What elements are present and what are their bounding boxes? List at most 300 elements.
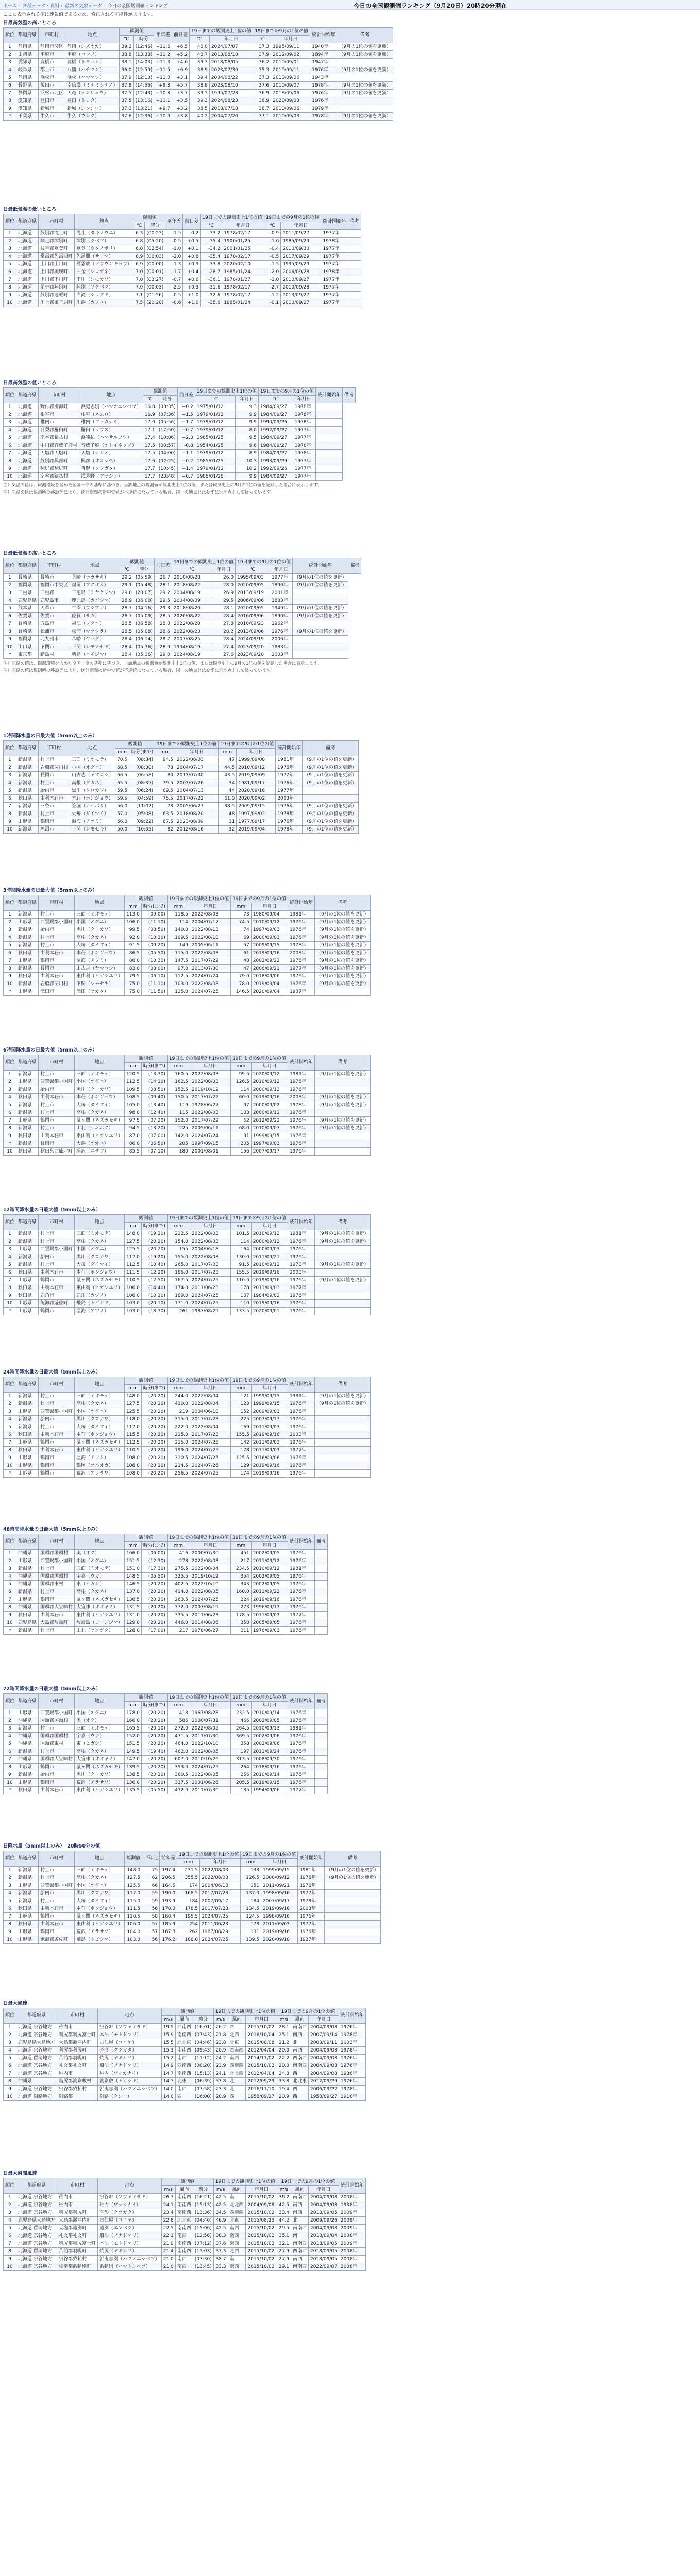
station-cell[interactable]: 鼠ヶ関（ネズガセキ） — [75, 1764, 125, 1771]
station-cell[interactable]: 高根（タカネ） — [75, 1238, 125, 1246]
table-cell: 北海道 宗谷地方 — [16, 2209, 57, 2217]
table-cell: (03:27) — [145, 276, 165, 284]
footnote: 注）気温の値は、観測環境を含めた全国一律の基準に基づき、当該地点の観測値が観測史上1位の値、または観測史上の9月の1位の値を記録した場合に表示します。 — [3, 660, 322, 666]
station-cell[interactable]: 小国（オグニ） — [75, 919, 125, 926]
table-cell: +6.5 — [172, 43, 190, 51]
station-cell[interactable]: 豊田（トヨタ） — [65, 97, 120, 105]
table-cell: 南南西 — [291, 2225, 308, 2232]
station-cell[interactable]: 大宜味（オオギミ） — [75, 1756, 125, 1764]
station-cell[interactable]: 山古志（ヤマコシ） — [70, 772, 115, 779]
observed-header: 観測値 — [125, 1215, 168, 1223]
rank-cell: 8 — [4, 965, 16, 973]
station-cell[interactable]: 三宅島（ミヤケジマ） — [70, 589, 120, 597]
table-cell: 1976年 — [288, 1300, 314, 1308]
table-cell: 北海道 宗谷地方 — [16, 2047, 57, 2055]
station-cell[interactable]: 高根（タカネ） — [75, 1588, 125, 1596]
rank-cell: 10 — [4, 1300, 16, 1308]
table-cell: 鶴岡市 — [39, 1277, 75, 1284]
station-cell[interactable]: 東由利（ヒガシユリ） — [75, 1132, 125, 1140]
station-cell[interactable]: 焼尻（ヤギシリ） — [98, 2248, 162, 2256]
table-cell — [315, 465, 342, 473]
station-cell[interactable]: 東（ヒガシ） — [75, 1581, 125, 1588]
station-cell[interactable]: 遠別（エンベツ） — [98, 2225, 162, 2232]
station-cell[interactable]: 飛島（トビシマ） — [75, 1300, 125, 1308]
table-cell: 2003/07/26 — [175, 779, 218, 787]
table-cell: 167.5 — [167, 1277, 190, 1284]
station-cell[interactable]: 松浦（マツウラ） — [70, 628, 120, 636]
station-cell[interactable]: 滝上（タキノウエ） — [75, 230, 134, 238]
table-cell: (19:40) — [141, 1748, 167, 1756]
table-cell: 1993/09/29 — [258, 457, 293, 465]
table-cell: 37.9 — [120, 74, 134, 82]
breadcrumb-data[interactable]: 各種データ・資料 — [22, 4, 60, 9]
breadcrumb-home[interactable]: ホーム — [3, 4, 18, 9]
station-cell[interactable]: 黒川（クロカワ） — [70, 787, 115, 795]
station-cell[interactable]: 長崎（ナガサキ） — [70, 574, 120, 582]
table-cell: 129.0 — [125, 1619, 142, 1627]
table-cell: (05:50) — [141, 1573, 167, 1581]
table-cell: (13:30) — [141, 1071, 167, 1078]
section-title: 48時間降水量の日最大値（5mm以上のみ） — [3, 1527, 101, 1532]
station-cell[interactable]: 浜鬼志別（ハマオニシベツ） — [98, 2086, 162, 2093]
station-cell[interactable]: 大毎（ダイマイ） — [75, 1261, 125, 1269]
table-row — [4, 597, 361, 605]
table-cell: 133 — [241, 1867, 261, 1874]
station-cell[interactable]: 八幡（ヤハタ） — [70, 636, 120, 643]
table-cell: 75.5 — [155, 795, 175, 803]
station-cell[interactable]: 焼尻（ヤギシリ） — [98, 2055, 162, 2062]
station-cell[interactable]: 鹿角（カヅノ） — [75, 1292, 125, 1300]
station-cell[interactable]: 三面（ミオモテ） — [75, 1725, 125, 1733]
station-cell[interactable]: 三面（ミオモテ） — [75, 1393, 125, 1400]
station-cell[interactable]: 宗谷岬（ソウヤミサキ） — [98, 2194, 162, 2201]
station-cell[interactable]: 宗谷岬（ソウヤミサキ） — [98, 2024, 162, 2031]
station-cell[interactable]: 笠堀（カサボリ） — [70, 803, 115, 810]
station-cell[interactable]: 高根（タカネ） — [75, 1109, 125, 1117]
table-cell: （9月の1位の値を更新） — [293, 613, 348, 620]
station-cell[interactable]: 陸別（リクベツ） — [75, 284, 134, 292]
table-cell: 北海道 — [16, 284, 39, 292]
station-cell[interactable]: 浜松（ハママツ） — [65, 74, 120, 82]
station-cell[interactable]: 奥（オク） — [75, 1717, 125, 1725]
table-cell: 169 — [231, 1423, 252, 1431]
station-cell[interactable]: 東由利（ヒガシユリ） — [75, 973, 125, 980]
station-cell[interactable]: 鼠ヶ関（ネズガセキ） — [75, 1277, 125, 1284]
table-cell: 38.5 — [219, 803, 237, 810]
table-cell: 利尻郡利尻富士町 — [57, 2031, 98, 2039]
station-cell[interactable]: 稚内（ワッカナイ） — [79, 419, 143, 427]
rank-cell: 5 — [4, 1261, 16, 1269]
station-cell[interactable]: 船泊（フナドマリ） — [98, 2232, 162, 2240]
table-cell: 118.0 — [125, 1416, 142, 1423]
table-cell — [348, 261, 361, 268]
table-cell: 55 — [142, 1890, 160, 1897]
table-cell: 358 — [231, 1740, 252, 1748]
prev-day-header: 前日差 — [172, 28, 190, 43]
station-cell[interactable]: 奥（オク） — [75, 1550, 125, 1557]
station-cell[interactable]: 稚内（ワッカナイ） — [98, 2201, 162, 2209]
station-cell[interactable]: 大毎（ダイマイ） — [70, 810, 115, 818]
station-cell[interactable]: 宇嘉（ウカ） — [75, 1733, 125, 1740]
station-cell[interactable]: 与論島（ヨロンジマ） — [75, 1619, 125, 1627]
station-cell[interactable]: 小国（オグニ） — [75, 1078, 125, 1086]
rank-cell: 9 — [4, 1928, 16, 1936]
station-cell[interactable]: 小国（オグニ） — [75, 1246, 125, 1253]
station-cell[interactable]: 鶴岡（ツルオカ） — [75, 1462, 125, 1470]
table-cell: 586 — [167, 1717, 190, 1725]
station-cell[interactable]: 本荘（ホンジョウ） — [70, 795, 115, 803]
table-cell: (04:46) — [193, 2217, 213, 2225]
table-cell: 由利本荘市 — [39, 1094, 75, 1101]
table-cell: 紋別郡興部町 — [39, 457, 79, 465]
station-cell[interactable]: 層雲峡（ソウウンキョウ） — [75, 261, 134, 268]
table-cell: 136.5 — [125, 1596, 142, 1604]
station-cell[interactable]: 東由利（ヒガシユリ） — [75, 1284, 125, 1292]
station-cell[interactable]: 釧路（クシロ） — [98, 2093, 162, 2101]
station-cell[interactable]: 沓形（クツガタ） — [79, 465, 143, 473]
table-cell: 山形県 — [16, 1779, 39, 1787]
table-cell: 2019/10/12 — [190, 1086, 230, 1094]
station-cell[interactable]: 本荘（ホンジョウ） — [75, 950, 125, 957]
station-cell[interactable]: 荒沢（アラサワ） — [75, 1779, 125, 1787]
station-cell[interactable]: 三面（ミオモテ） — [75, 1230, 125, 1238]
station-cell[interactable]: 三面（ミオモテ） — [75, 1565, 125, 1573]
station-cell[interactable]: 古仁屋（コニヤ） — [98, 2217, 162, 2225]
table-cell: 149.5 — [125, 1748, 142, 1756]
station-cell[interactable]: 温海（アツミ） — [75, 1454, 125, 1462]
station-cell[interactable]: 宇嘉（ウカ） — [75, 1573, 125, 1581]
table-cell: 2019/09/16 — [251, 1431, 288, 1439]
table-cell — [337, 97, 393, 105]
station-cell[interactable]: 荒沢（アラサワ） — [75, 1928, 125, 1936]
station-cell[interactable]: 高根（タカネ） — [75, 1400, 125, 1408]
table-cell: 29.1 — [277, 2263, 291, 2271]
table-cell: 112.5 — [125, 1439, 142, 1447]
table-cell: 北海道 — [16, 434, 39, 442]
station-cell[interactable]: 東（ヒガシ） — [75, 1740, 125, 1748]
table-cell: 1981年 — [298, 1867, 325, 1874]
remark-header: 備考 — [314, 895, 370, 911]
station-cell[interactable]: 三面（ミオモテ） — [75, 911, 125, 919]
table-cell: +0.2 — [177, 403, 195, 411]
table-cell: 1890年 — [270, 613, 292, 620]
rank-cell: 9 — [4, 973, 16, 980]
observed-header: 観測値 — [161, 2178, 213, 2186]
station-cell[interactable]: 小国（オグニ） — [75, 1709, 125, 1717]
table-cell: 37.3 — [213, 2248, 228, 2256]
station-cell[interactable]: 沓形（クツガタ） — [98, 2047, 162, 2055]
station-cell[interactable]: 津別（ツベツ） — [75, 238, 134, 245]
table-cell: (16:21) — [193, 2194, 213, 2201]
station-cell[interactable]: 本荘（ホンジョウ） — [75, 1431, 125, 1439]
station-cell[interactable]: 本荘（ホンジョウ） — [75, 1269, 125, 1277]
table-cell: 沖縄県 — [16, 1717, 39, 1725]
table-cell: -28.7 — [201, 268, 222, 276]
station-cell[interactable]: 川湯（カワユ） — [75, 299, 134, 307]
rank-cell: 9 — [4, 1771, 16, 1779]
table-cell: 新潟県 — [16, 934, 39, 942]
table-cell: 47 — [231, 965, 252, 973]
table-row — [4, 1725, 328, 1733]
table-cell: 2020/02/10 — [222, 261, 264, 268]
station-cell[interactable]: 下関（シモセキ） — [75, 980, 125, 988]
station-cell[interactable]: 三面（ミオモテ） — [75, 1867, 125, 1874]
table-cell: 1938年 — [339, 2201, 365, 2209]
station-cell[interactable]: 渡嘉敷（トカシキ） — [98, 2078, 162, 2086]
station-cell[interactable]: 本泊（モトドマリ） — [98, 2031, 162, 2039]
table-cell — [315, 450, 342, 457]
table-cell: 22.8 — [161, 2217, 175, 2225]
prefecture-header: 都道府県 — [16, 741, 39, 756]
station-cell[interactable]: 温海（アツミ） — [70, 818, 115, 826]
table-cell: 17.5 — [143, 450, 157, 457]
station-cell[interactable]: 高根（タカネ） — [75, 1748, 125, 1756]
table-cell: 180 — [167, 1148, 190, 1156]
table-cell: 78 — [155, 803, 175, 810]
table-cell: 飽海郡遊佐町 — [39, 1936, 75, 1944]
station-cell[interactable]: 湯沢（ユザワ） — [75, 1148, 125, 1156]
section-title: 12時間降水量の日最大値（5mm以上のみ） — [3, 1207, 101, 1213]
observed-header: 観測値 — [125, 1851, 142, 1867]
table-cell: 147.0 — [125, 1756, 142, 1764]
station-cell[interactable]: 鼠ヶ関（ネズガセキ） — [75, 1117, 125, 1125]
station-cell[interactable]: 東由利（ヒガシユリ） — [75, 1921, 125, 1928]
station-cell[interactable]: 佐賀（サガ） — [70, 613, 120, 620]
ranking-table — [3, 1214, 371, 1315]
rank-cell: 2 — [4, 1557, 16, 1565]
station-cell[interactable]: 新島（ニイジマ） — [70, 651, 120, 659]
rank-cell: 8 — [4, 1604, 16, 1612]
table-cell: 2001年 — [270, 589, 292, 597]
station-cell[interactable]: 下川（シモカワ） — [75, 276, 134, 284]
station-cell[interactable]: 小国（オグニ） — [70, 764, 115, 772]
table-cell: 29.2 — [120, 574, 134, 582]
station-cell[interactable]: 鼠ヶ関（ネズガセキ） — [75, 1913, 125, 1921]
table-cell: 1900/01/25 — [222, 238, 264, 245]
record-header: 19日までの観測史上1位の値 — [201, 214, 264, 222]
table-cell: 胎内市 — [39, 1416, 75, 1423]
table-cell: 34.5 — [213, 2209, 228, 2217]
table-cell: 1979/01/12 — [195, 450, 235, 457]
rank-cell: 6 — [4, 1269, 16, 1277]
station-cell[interactable]: 温海（アツミ） — [75, 957, 125, 965]
table-cell: 西南西 — [291, 2248, 308, 2256]
rank-cell: 1 — [4, 1550, 16, 1557]
table-cell: (07:00) — [141, 1132, 167, 1140]
station-cell[interactable]: 大湯（オオユ） — [75, 1140, 125, 1148]
station-cell[interactable]: 荒沢（アラサワ） — [75, 1470, 125, 1478]
station-cell[interactable]: 高根（タカネ） — [75, 1874, 125, 1882]
month-record-header: 19日までの9月の1位の値 — [277, 2008, 339, 2016]
station-cell[interactable]: 高根（タカネ） — [70, 779, 115, 787]
table-cell: 2004/09/08 — [308, 2070, 339, 2078]
table-cell: -2.0 — [165, 253, 183, 261]
station-cell[interactable]: 福江（フクエ） — [70, 620, 120, 628]
table-cell: 1978/06/27 — [190, 1627, 230, 1635]
section-max-wind — [3, 1999, 366, 2101]
city-header: 市町村 — [39, 558, 70, 574]
table-cell: 28.1 — [212, 605, 235, 613]
station-cell[interactable]: 八幡（ハチマン） — [65, 66, 120, 74]
unit-header: 風向 — [228, 2016, 246, 2024]
station-cell[interactable]: 飛島（トビシマ） — [75, 1936, 125, 1944]
station-cell[interactable]: 沓形（クツガタ） — [98, 2209, 162, 2217]
station-cell[interactable]: 山古志（ヤマコシ） — [75, 965, 125, 973]
station-cell[interactable]: 山北（サンポク） — [75, 1627, 125, 1635]
station-cell[interactable]: 小国（オグニ） — [75, 1882, 125, 1890]
station-cell[interactable]: 甲府（コウフ） — [65, 51, 120, 59]
station-cell[interactable]: 羅臼（ラウス） — [79, 427, 143, 434]
table-cell: 2024/07/25 — [190, 1596, 230, 1604]
table-cell: 2017/07/23 — [200, 1905, 241, 1913]
station-cell[interactable]: 稚内（ワッカナイ） — [98, 2070, 162, 2078]
table-row — [4, 1890, 381, 1897]
table-cell: 2023/08/10 — [209, 82, 253, 90]
station-cell[interactable]: 大毎（ダイマイ） — [75, 1101, 125, 1109]
station-cell[interactable]: 鹿児島（カゴシマ） — [70, 597, 120, 605]
station-cell[interactable]: 興部（オコッペ） — [79, 457, 143, 465]
station-cell[interactable]: 白金（シロガネ） — [75, 268, 134, 276]
rank-header: 順位 — [4, 2008, 16, 2024]
station-cell[interactable]: 佐呂間（サロマ） — [75, 253, 134, 261]
station-cell[interactable]: 新城（シンシロ） — [65, 105, 120, 113]
table-cell: 2006/09/06 — [236, 597, 270, 605]
station-cell[interactable]: 南信濃（ミナミシナノ） — [65, 82, 120, 90]
station-cell[interactable]: 本荘（ホンジョウ） — [75, 1905, 125, 1913]
station-cell[interactable]: 大宜味（オオギミ） — [75, 1604, 125, 1612]
table-cell: 112.5 — [125, 1078, 142, 1086]
table-cell: 2004/07/20 — [209, 113, 253, 121]
station-cell[interactable]: 大毎（ダイマイ） — [75, 1897, 125, 1905]
table-cell: (06:24) — [129, 787, 155, 795]
station-cell[interactable]: 牛久（ウシク） — [65, 113, 120, 121]
station-cell[interactable]: 東由利（ヒガシユリ） — [75, 1787, 125, 1794]
table-cell — [315, 473, 342, 481]
station-cell[interactable]: 根室（ネムロ） — [79, 411, 143, 419]
start-year-header: 統計開始年 — [315, 388, 342, 403]
table-cell: 山形県 — [16, 919, 39, 926]
station-cell[interactable]: 大毎（ダイマイ） — [75, 1423, 125, 1431]
prefecture-header: 都道府県 — [16, 2178, 57, 2194]
station-cell[interactable]: 浅茅野（アサジノ） — [79, 473, 143, 481]
station-cell[interactable]: 東由利（ヒガシユリ） — [75, 1612, 125, 1619]
station-cell[interactable]: 黒川（クロカワ） — [75, 1890, 125, 1897]
table-cell: 2022/08/03 — [190, 911, 230, 919]
station-cell[interactable]: 天塩（テシオ） — [79, 450, 143, 457]
table-cell: 上川郡下川町 — [39, 276, 75, 284]
anomaly-header: 平年差 — [154, 28, 172, 43]
table-cell: 29.5 — [277, 2225, 291, 2232]
table-cell: 79.5 — [155, 779, 175, 787]
table-cell: 28.7 — [120, 613, 134, 620]
table-cell: 42.5 — [213, 2201, 228, 2209]
table-cell: 139.5 — [125, 1764, 142, 1771]
station-cell[interactable]: 三面（ミオモテ） — [75, 1071, 125, 1078]
station-cell[interactable]: 三面（ミオモテ） — [70, 756, 115, 764]
table-cell: +1.1 — [177, 450, 195, 457]
table-cell: (06:58) — [134, 620, 154, 628]
month-record-header: 19日までの9月の1位の値 — [231, 1377, 288, 1385]
station-cell[interactable]: 船泊（フナドマリ） — [98, 2062, 162, 2070]
unit-header: 年月日 — [175, 749, 218, 756]
station-cell[interactable]: 音威子府（オトイネップ） — [79, 442, 143, 450]
station-cell[interactable]: 東由利（ヒガシユリ） — [75, 1447, 125, 1454]
station-cell[interactable]: 温海（アツミ） — [75, 1308, 125, 1315]
table-row — [4, 582, 361, 589]
table-cell: +2.3 — [177, 434, 195, 442]
table-cell: 由利本荘市 — [39, 1132, 75, 1140]
station-cell[interactable]: 鼠ヶ関（ネズガセキ） — [75, 1439, 125, 1447]
station-cell[interactable]: 静岡（シズオカ） — [65, 43, 120, 51]
table-cell: 秋田県 — [16, 1269, 39, 1277]
station-cell[interactable]: 豊橋（トヨハシ） — [65, 59, 120, 66]
station-cell[interactable]: 福岡（フクオカ） — [70, 582, 120, 589]
table-cell: 28.4 — [212, 613, 235, 620]
station-cell[interactable]: 黒川（クロカワ） — [75, 1086, 125, 1094]
station-cell[interactable]: 黒川（クロカワ） — [75, 926, 125, 934]
table-row — [4, 1230, 371, 1238]
station-cell[interactable]: 古仁屋（コニヤ） — [98, 2039, 162, 2047]
table-cell: 142.0 — [167, 1132, 190, 1140]
breadcrumb-latest[interactable]: 最新の気象データ — [65, 4, 103, 9]
table-cell: 1949年 — [270, 605, 292, 613]
table-cell: 103.0 — [167, 980, 190, 988]
table-cell: 2015/10/02 — [246, 2062, 277, 2070]
station-cell[interactable]: 浜鬼志別（ハマオニシベツ） — [79, 403, 143, 411]
section-title: 日最低気温の低いところ — [3, 207, 57, 212]
station-cell[interactable]: 天竜（テンリュウ） — [65, 90, 120, 97]
station-cell[interactable]: 小国（オグニ） — [75, 1557, 125, 1565]
city-header: 市町村 — [39, 1377, 75, 1393]
station-cell[interactable]: 牛深（ウシブカ） — [70, 605, 120, 613]
station-cell[interactable]: 鼠ヶ関（ネズガセキ） — [75, 1596, 125, 1604]
table-cell: 1978/06/27 — [190, 1101, 230, 1109]
table-cell: 155.0 — [167, 1253, 190, 1261]
station-cell[interactable]: 浜鬼志別（ハマオニシベツ） — [98, 2256, 162, 2263]
table-cell — [348, 299, 361, 307]
station-cell[interactable]: 浜頓別（ハマトンベツ） — [98, 2263, 162, 2271]
station-cell[interactable]: 本荘（ホンジョウ） — [75, 1094, 125, 1101]
station-cell[interactable]: 下関（シモノセキ） — [70, 643, 120, 651]
station-cell[interactable]: 黒川（クロカワ） — [75, 1771, 125, 1779]
station-cell[interactable]: 高根（タカネ） — [75, 934, 125, 942]
rank-cell: 1 — [4, 1071, 16, 1078]
table-cell: 17.0 — [143, 419, 157, 427]
station-cell[interactable]: 本泊（モトドマリ） — [98, 2240, 162, 2248]
station-cell[interactable]: 歌登（ウタノボリ） — [75, 245, 134, 253]
station-cell[interactable]: 下関（シモセキ） — [70, 826, 115, 834]
table-cell: -1.7 — [165, 268, 183, 276]
station-cell[interactable]: 浜猿払（ハマサルフツ） — [79, 434, 143, 442]
station-cell[interactable]: 大毎（ダイマイ） — [75, 942, 125, 950]
table-cell: 1976年 — [288, 1596, 314, 1604]
station-cell[interactable]: 黒川（クロカワ） — [75, 1253, 125, 1261]
table-cell: 1976年 — [288, 934, 314, 942]
station-cell[interactable]: 黒川（クロカワ） — [75, 1416, 125, 1423]
station-cell[interactable]: 酒田（サカタ） — [75, 988, 125, 996]
table-cell: 西南西 — [291, 2055, 308, 2062]
station-cell[interactable]: 山北（サンポク） — [75, 1125, 125, 1132]
table-cell: 2009/09/26 — [308, 2217, 339, 2225]
station-cell[interactable]: 白滝（シラタキ） — [75, 292, 134, 299]
table-cell: 2013/07/30 — [175, 772, 218, 779]
table-row — [4, 276, 361, 284]
table-cell: 新潟県 — [16, 1748, 39, 1756]
table-cell: 豊田市 — [39, 97, 65, 105]
station-cell[interactable]: 小国（オグニ） — [75, 1408, 125, 1416]
ranking-table — [3, 558, 361, 659]
observed-header: 観測値 — [125, 1534, 168, 1542]
